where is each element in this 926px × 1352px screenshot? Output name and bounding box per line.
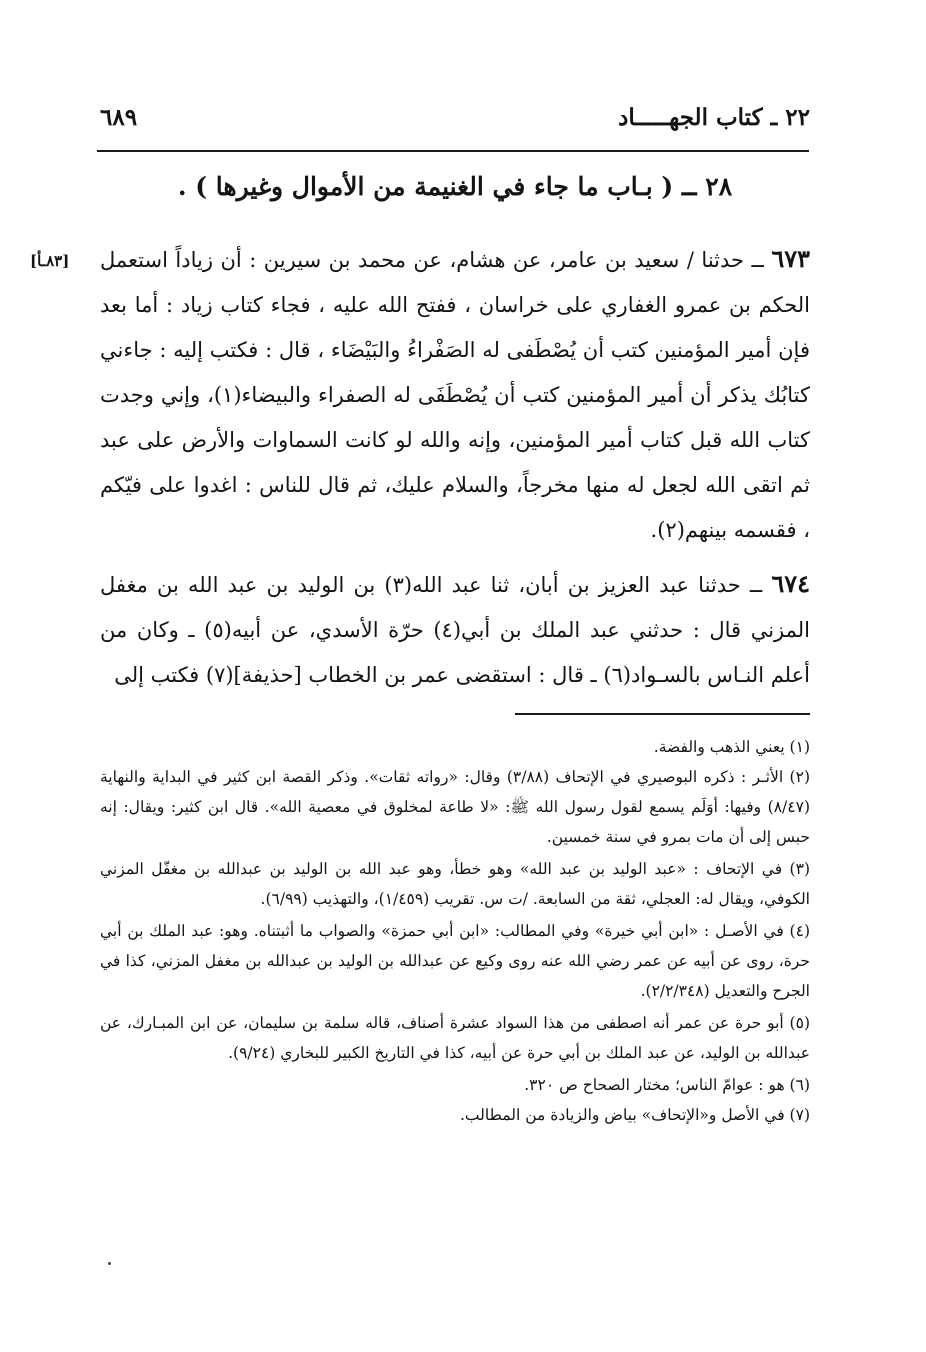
hadith-text: ــ حدثنا عبد العزيز بن أبان، ثنا عبد الله(٣) بن الوليد بن عبد الله بن مغفل المزني قال : حدثني عبد الملك بن أبي(٤) حرّة الأسدي، عن أبيه(٥) ـ وكان من أعلم النـاس بالسـواد(٦) ـ قال : استقضى عمر بن الخطاب [حذيفة](٧) فكتب إلى [100, 573, 810, 687]
side-reference: [٨٣ـأ] [30, 252, 70, 270]
footnote-3: (٣) في الإتحاف : «عبد الوليد بن عبد الله» وهو خطأ، وهو عبد الله بن الوليد بن عبدالله بن مغفّل المزني الكوفي، ويقال له: العجلي، ثقة من السابعة. /ت س. تقريب (١/٤٥٩)، والتهذيب (٦/٩٩). [100, 860, 810, 908]
footnote-6: (٦) هو : عوامّ الناس؛ مختار الصحاح ص ٣٢٠. [524, 1076, 810, 1094]
body-text [100, 236, 810, 706]
footnote-4: (٤) في الأصـل : «ابن أبي خيرة» وفي المطالب: «ابن أبي حمزة» والصواب ما أثبتناه. وهو: عبد الملك بن أبي حرة، روى عن أبيه عن عمر رضي الله عنه روى وكيع عن عبدالله بن الوليد بن عبدالله بن مغفل المزني، كذا في الجرح والتعديل (٢/٢/٣٤٨). [100, 922, 810, 1000]
hadith-674 [100, 561, 810, 698]
footnote-2: (٢) الأثـر : ذكره البوصيري في الإتحاف (٣/٨٨) وقال: «رواته ثقات». وذكر القصة ابن كثير في البداية والنهاية (٨/٤٧) وفيها: أوَلَم يسمع لقول رسول الله ﷺ: «لا طاعة لمخلوق في معصية الله». قال ابن كثير: ويقال: إنه حبس إلى أن مات بمرو في سنة خمسين. [100, 768, 810, 846]
hadith-number: ٦٧٤ [771, 569, 810, 598]
footnote-5: (٥) أبو حرة عن عمر أنه اصطفى من هذا السواد عشرة أصناف، قاله سلمة بن سليمان، عن ابن المبـارك، عن عبدالله بن الوليد، عن عبد الملك بن أبي حرة عن أبيه، كذا في التاريخ الكبير للبخاري (٩/٢٤). [100, 1014, 810, 1062]
page-number: ٦٨٩ [100, 104, 138, 131]
hadith-text: ــ حدثنا / سعيد بن عامر، عن هشام، عن محمد بن سيرين : أن زياداً استعمل الحكم بن عمرو الغفاري على خراسان ، ففتح الله عليه ، فجاء كتاب زياد : أما بعد فإن أمير المؤمنين كتب أن يُصْطَفى له الصَفْراءُ والبَيْضَاء ، قال : فكتب إليه : جاءني كتابُك يذكر أن أمير المؤمنين كتب أن يُصْطَفَى له الصفراء والبيضاء(١)، وإني وجدت كتاب الله قبل كتاب أمير المؤمنين، وإنه والله لو كانت السماوات والأرض على عبد ثم اتقى الله لجعل له منها مخرجاً، والسلام عليك، ثم قال للناس : اغدوا على فيّكم ، فقسمه بينهم(٢). [100, 248, 810, 542]
footnotes [100, 732, 810, 1130]
footnote-1: (١) يعني الذهب والفضة. [653, 738, 810, 756]
hadith-number: ٦٧٣ [771, 244, 810, 273]
running-head: ٢٢ ـ كتاب الجهـــــاد [618, 104, 810, 131]
hadith-673 [100, 236, 810, 553]
print-speck [108, 1262, 111, 1265]
footnote-7: (٧) في الأصل و«الإتحاف» بياض والزيادة من المطالب. [460, 1106, 810, 1124]
chapter-title: ٢٨ ــ ( بـاب ما جاء في الغنيمة من الأموال وغيرها ) . [177, 172, 733, 201]
page-header [100, 98, 810, 138]
header-rule [97, 150, 809, 152]
footnote-rule [515, 713, 810, 715]
